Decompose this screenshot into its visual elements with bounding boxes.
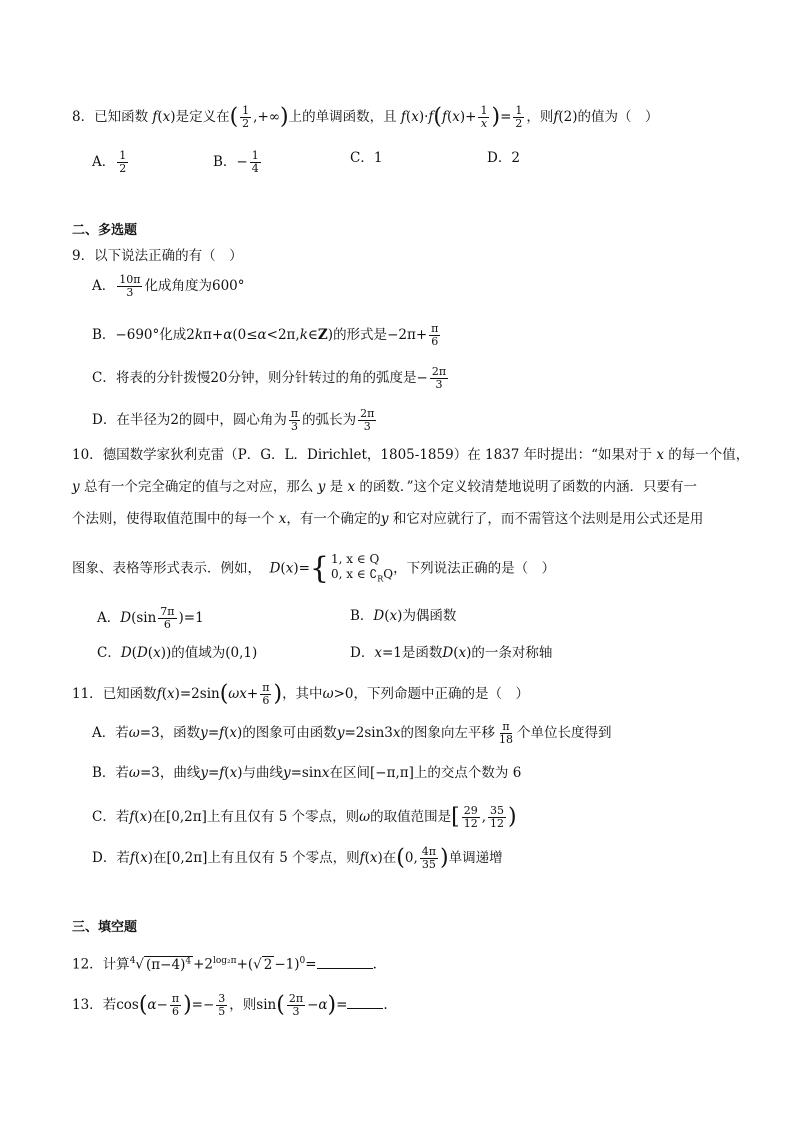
q8-number: 8． bbox=[72, 109, 95, 125]
q8-stem: 8．已知函数 f(x)是定义在( $\frac{1}{2}$ ,+∞)上的单调函数，且 f(x)·f(f(x)+ $\frac{1}{x}$ )= $\frac{1}{2}$ ，则f(2)的值为（ ） bbox=[72, 104, 659, 130]
q10-line4: 图象、表格等形式表示．例如， D(x)= { 1, x ∈ Q 0, x ∈ $∁_RQ$ ，下列说法正确的是（ ） bbox=[72, 551, 556, 587]
q8-option-d: D．2 bbox=[487, 150, 520, 166]
q9-stem: 9．以下说法正确的有（ ） bbox=[72, 248, 243, 264]
q12-stem: 12．计算$^4$√ $(\pi-4)^4 +2^{log_2\pi}+(√$ 2 −1)$^0$= . bbox=[72, 956, 377, 973]
q9-option-d: D．在半径为2的圆中，圆心角为 $\frac{\pi}{3}$ 的弧长为 $\frac{2\pi}{3}$ bbox=[92, 407, 375, 433]
q10-option-c: C．D(D(x))的值域为(0,1) bbox=[97, 645, 258, 661]
q10-line3: 个法则，使得取值范围中的每一个 x，有一个确定的y 和它对应就行了，而不需管这个法则是用公式还是用 bbox=[72, 511, 704, 527]
q9-option-c: C．将表的分针拨慢20分钟，则分针转过的角的弧度是− $\frac{2\pi}{3}$ bbox=[92, 365, 447, 391]
q11-stem: 11．已知函数f(x)=2sin(ωx+ $\frac{\pi}{6}$ )，其中ω>0，下列命题中正确的是（ ） bbox=[72, 681, 529, 707]
q11-option-a: A．若ω=3，函数y=f(x)的图象可由函数y=2sin3x的图象向左平移 $\frac{\pi}{18}$ 个单位长度得到 bbox=[92, 720, 612, 746]
section-heading-multi-choice: 二、多选题 bbox=[72, 223, 138, 238]
q10-line2: y 总有一个完全确定的值与之对应，那么 y 是 x 的函数．”这个定义较清楚地说明了函数的内涵．只要有一 bbox=[72, 479, 698, 495]
q11-option-b: B．若ω=3，曲线y=f(x)与曲线y=sinx在区间[−π,π]上的交点个数为 6 bbox=[92, 765, 522, 781]
q10-option-a: A．D(sin $\frac{7\pi}{6}$ )=1 bbox=[97, 605, 204, 631]
q12-answer-blank[interactable] bbox=[317, 956, 373, 969]
q8-option-a: A． $\frac{1}{2}$ bbox=[92, 149, 127, 175]
q10-option-d: D．x=1是函数D(x)的一条对称轴 bbox=[350, 645, 553, 661]
q9-option-a: A． $\frac{10\pi}{3}$ 化成角度为600° bbox=[92, 273, 245, 299]
q10-line1: 10．德国数学家狄利克雷（P．G．L．Dirichlet，1805-1859）在 1837 年时提出：“如果对于 x 的每一个值， bbox=[72, 447, 750, 463]
q9-option-b: B．−690°化成2kπ+α(0≤α<2π,k∈Z)的形式是−2π+ $\frac{\pi}{6}$ bbox=[92, 322, 439, 348]
q11-option-c: C．若f(x)在[0,2π]上有且仅有 5 个零点，则ω的取值范围是[ $\frac{29}{12}$ , $\frac{35}{12}$ ) bbox=[92, 804, 517, 830]
q8-option-c: C．1 bbox=[350, 150, 383, 166]
q10-option-b: B．D(x)为偶函数 bbox=[350, 608, 457, 624]
q13-answer-blank[interactable] bbox=[347, 996, 383, 1009]
q13-stem: 13．若cos(α− $\frac{\pi}{6}$ )=− $\frac{3}{5}$ ，则sin( $\frac{2\pi}{3}$ −α)= . bbox=[72, 992, 388, 1018]
section-heading-fill-in: 三、填空题 bbox=[72, 920, 138, 935]
q8-option-b: B．− $\frac{1}{4}$ bbox=[213, 149, 259, 175]
q11-option-d: D．若f(x)在[0,2π]上有且仅有 5 个零点，则f(x)在(0, $\frac{4\pi}{35}$ )单调递增 bbox=[92, 845, 503, 871]
